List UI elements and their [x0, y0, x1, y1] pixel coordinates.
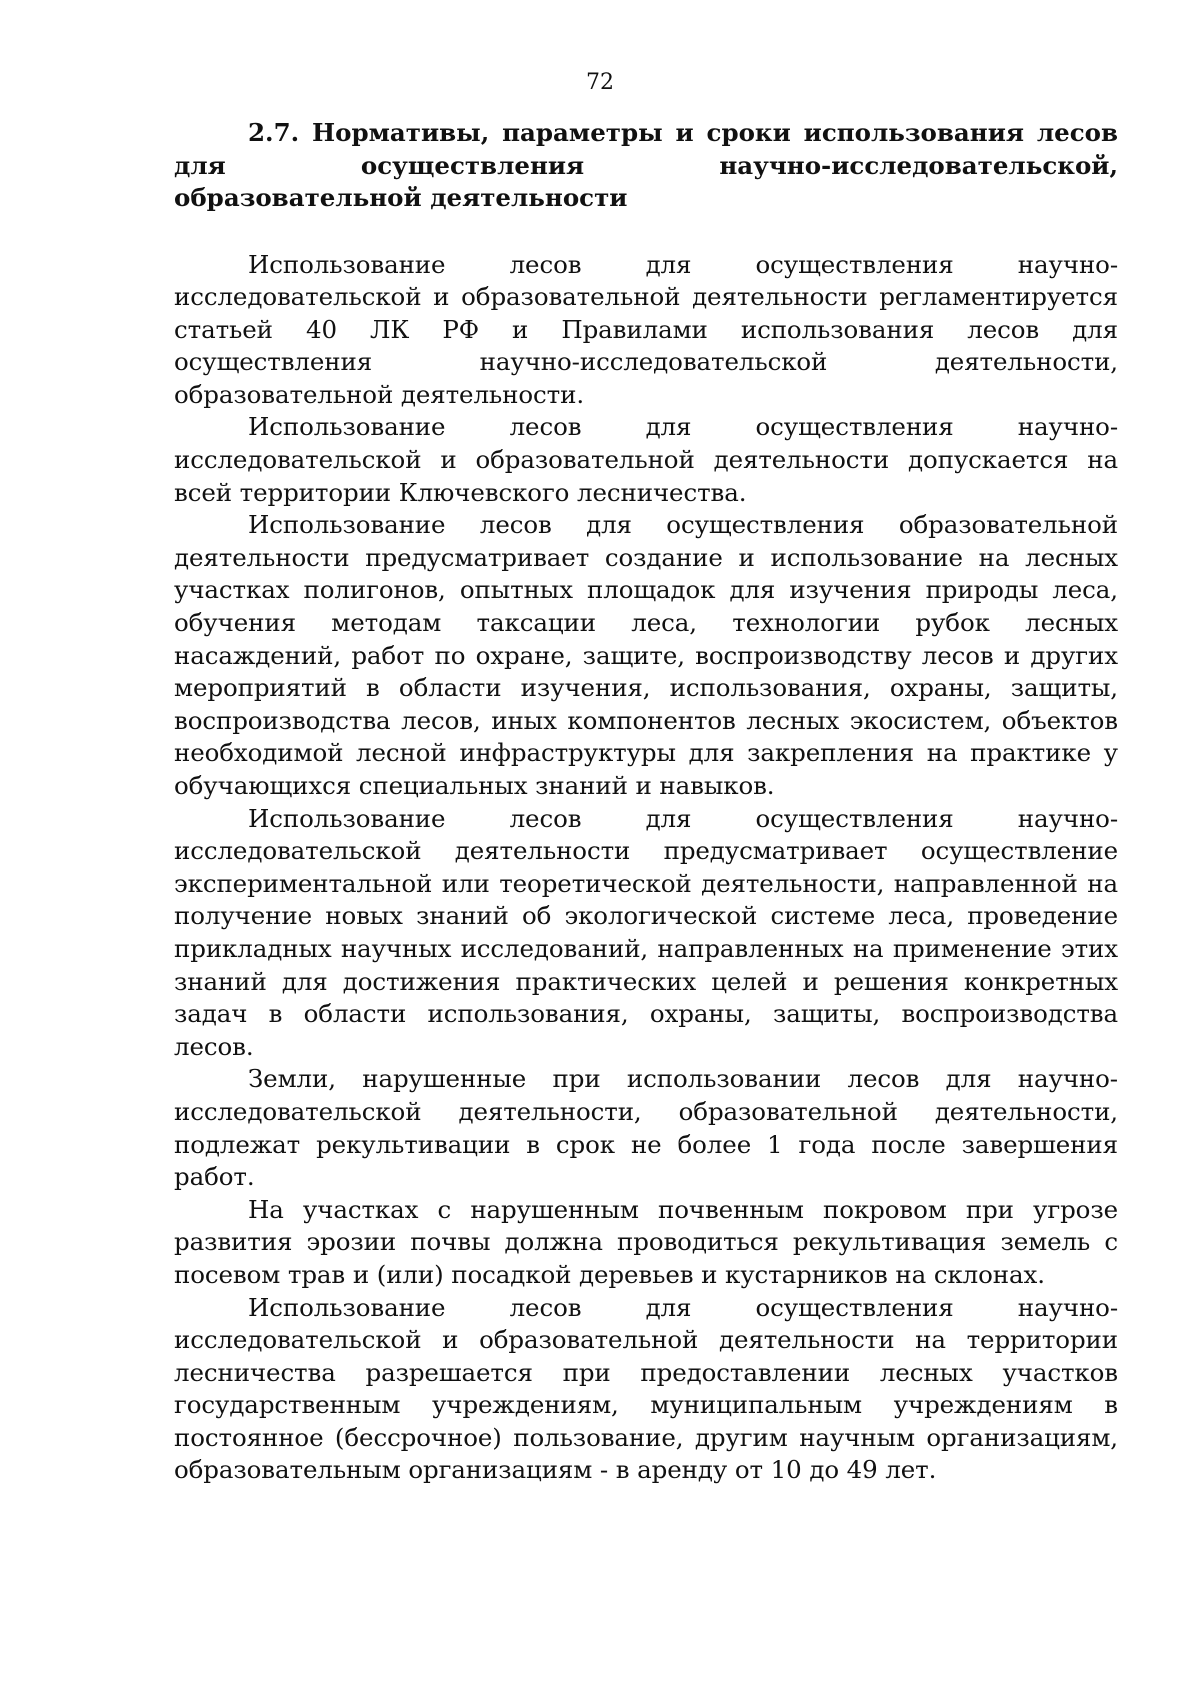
paragraph-territory: Использование лесов для осуществления научно-исследовательской и образовательной деятельности допускается на всей территории Ключевского лесничества.	[174, 412, 1118, 507]
paragraph-erosion-recultivation: На участках с нарушенным почвенным покровом при угрозе развития эрозии почвы должна проводиться рекультивация земель с посевом трав и (или) посадкой деревьев и кустарников на склонах.	[174, 1194, 1118, 1289]
paragraph-research-use: Использование лесов для осуществления научно-исследовательской деятельности предусматривает осуществление экспериментальной или теоретической деятельности, направленной на получение новых знаний об экологической системе леса, проведение прикладных научных исследований, направленных на применение этих знаний для достижения практических целей и решения конкретных задач в области использования, охраны, защиты, воспроизводства лесов.	[174, 803, 1118, 1061]
page-content	[174, 117, 1118, 1487]
section-heading: 2.7. Нормативы, параметры и сроки использования лесов для осуществления научно-исследовательской, образовательной деятельности	[174, 118, 1118, 212]
paragraph-legal-basis: Использование лесов для осуществления научно-исследовательской и образовательной деятельности регламентируется статьей 40 ЛК РФ и Правилами использования лесов для осуществления научно-исследовательской деятельности, образовательной деятельности.	[174, 249, 1118, 409]
paragraph-recultivation-term: Земли, нарушенные при использовании лесов для научно-исследовательской деятельности, образовательной деятельности, подлежат рекультивации в срок не более 1 года после завершения работ.	[174, 1064, 1118, 1192]
paragraph-educational-use: Использование лесов для осуществления образовательной деятельности предусматривает создание и использование на лесных участках полигонов, опытных площадок для изучения природы леса, обучения методам таксации леса, технологии рубок лесных насаждений, работ по охране, защите, воспроизводству лесов и других мероприятий в области изучения, использования, охраны, защиты, воспроизводства лесов, иных компонентов лесных экосистем, объектов необходимой лесной инфраструктуры для закрепления на практике у обучающихся специальных знаний и навыков.	[174, 510, 1118, 800]
paragraph-land-allocation: Использование лесов для осуществления научно-исследовательской и образовательной деятельности на территории лесничества разрешается при предоставлении лесных участков государственным учреждениям, муниципальным учреждениям в постоянное (бессрочное) пользование, другим научным организациям, образовательным организациям - в аренду от 10 до 49 лет.	[174, 1292, 1118, 1485]
page-number: 72	[586, 70, 614, 95]
